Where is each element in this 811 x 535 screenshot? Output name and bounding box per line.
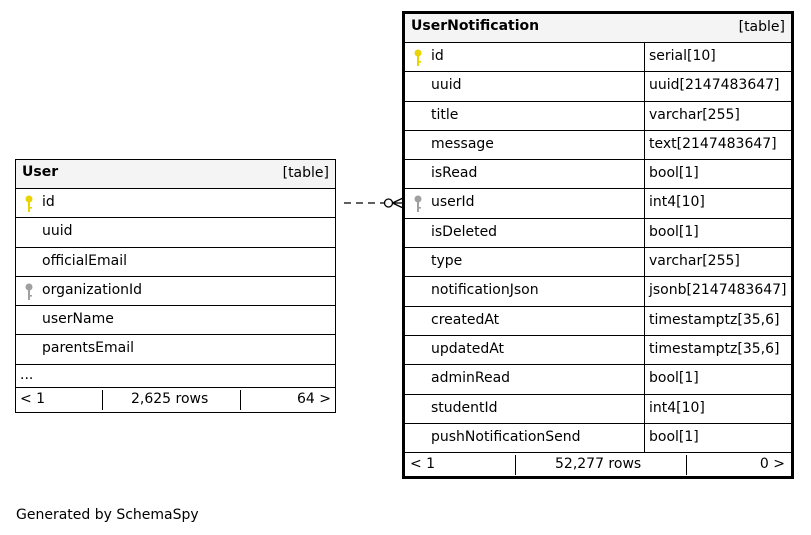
- column-type: varchar[255]: [644, 102, 791, 130]
- column-row: [405, 424, 791, 453]
- column-name: title: [431, 106, 459, 123]
- column-row: [16, 277, 335, 306]
- column-name: adminRead: [431, 370, 511, 387]
- user-notification-table-header: [405, 14, 791, 43]
- column-type: varchar[255]: [644, 248, 791, 276]
- row-count: 2,625 rows: [131, 390, 209, 407]
- column-name: message: [431, 135, 494, 152]
- column-name: isRead: [431, 165, 478, 182]
- column-row: [405, 248, 791, 277]
- gray-key-icon: [413, 195, 423, 213]
- column-name: pushNotificationSend: [431, 428, 581, 445]
- next-page-link[interactable]: 64 >: [297, 390, 331, 407]
- column-type: timestamptz[35,6]: [644, 336, 791, 364]
- column-row: [405, 160, 791, 189]
- column-name: officialEmail: [42, 252, 127, 269]
- row-count: 52,277 rows: [555, 456, 642, 473]
- column-type: int4[10]: [644, 189, 791, 217]
- column-name: createdAt: [431, 311, 500, 328]
- more-columns-indicator: [16, 365, 335, 388]
- column-row: [405, 131, 791, 160]
- gold-key-icon: [24, 195, 34, 213]
- column-row: [16, 248, 335, 277]
- table-name: User: [22, 164, 59, 180]
- column-name: uuid: [431, 77, 462, 94]
- column-row: [16, 189, 335, 218]
- zero-cardinality-circle: [385, 199, 393, 207]
- column-name: type: [431, 253, 463, 270]
- user-table-footer: [16, 388, 335, 412]
- column-name: userId: [431, 194, 475, 211]
- column-name: parentsEmail: [42, 340, 135, 357]
- prev-page-link[interactable]: < 1: [20, 390, 46, 407]
- user-table[interactable]: [15, 159, 336, 413]
- column-name: updatedAt: [431, 340, 505, 357]
- user-table-header: [16, 160, 335, 189]
- column-row: [16, 306, 335, 335]
- column-type: serial[10]: [644, 43, 791, 71]
- column-row: [16, 335, 335, 364]
- column-name: userName: [42, 311, 114, 328]
- column-name: uuid: [42, 223, 73, 240]
- generated-by-caption: Generated by SchemaSpy: [16, 507, 199, 523]
- column-name: isDeleted: [431, 223, 498, 240]
- column-row: [405, 219, 791, 248]
- column-name: id: [431, 48, 444, 64]
- prev-page-link[interactable]: < 1: [410, 456, 436, 473]
- gray-key-icon: [24, 283, 34, 301]
- next-page-link[interactable]: 0 >: [759, 456, 785, 473]
- column-row: [16, 218, 335, 247]
- column-row: [405, 189, 791, 218]
- column-row: [405, 72, 791, 101]
- column-row: [405, 43, 791, 72]
- column-type: text[2147483647]: [644, 131, 791, 159]
- column-name: organizationId: [42, 281, 143, 298]
- user-notification-table-footer: [405, 453, 791, 477]
- column-row: [405, 336, 791, 365]
- user-notification-table[interactable]: [402, 11, 794, 479]
- column-row: [405, 102, 791, 131]
- column-type: bool[1]: [644, 365, 791, 393]
- column-row: [405, 365, 791, 394]
- column-type: timestamptz[35,6]: [644, 307, 791, 335]
- column-name: id: [42, 194, 55, 210]
- column-type: jsonb[2147483647]: [644, 277, 791, 305]
- column-row: [405, 395, 791, 424]
- column-type: int4[10]: [644, 395, 791, 423]
- column-type: bool[1]: [644, 219, 791, 247]
- column-name: notificationJson: [431, 282, 539, 299]
- table-kind: [table]: [282, 165, 329, 181]
- column-name: studentId: [431, 399, 498, 416]
- column-type: bool[1]: [644, 160, 791, 188]
- table-name: UserNotification: [411, 18, 540, 34]
- gold-key-icon: [413, 49, 423, 67]
- column-row: [405, 277, 791, 306]
- column-row: [405, 307, 791, 336]
- table-kind: [table]: [738, 19, 785, 35]
- ellipsis-text: ...: [20, 366, 34, 383]
- column-type: uuid[2147483647]: [644, 72, 791, 100]
- column-type: bool[1]: [644, 424, 791, 452]
